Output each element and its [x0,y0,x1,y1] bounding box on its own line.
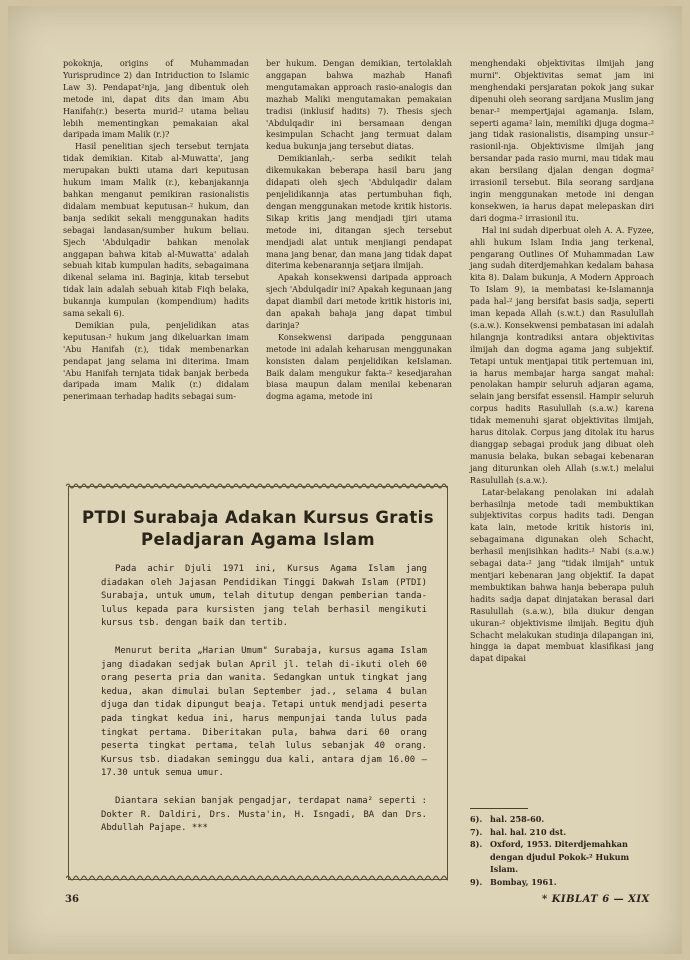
footnote-item: 6). hal. 258-60. [470,814,545,824]
announcement-paragraph: Diantara sekian banjak pengadjar, terdapat nama² seperti : Dokter R. Daldiri, Drs. Musta'in, H. Isngadi, BA dan Drs. Abdullah Pajape. *** [101,795,427,834]
announcement-paragraph: Pada achir Djuli 1971 ini, Kursus Agama Islam jang diadakan oleh Jajasan Pendidikan Tinggi Dakwah Islam (PTDI) Surabaja, untuk umum, telah ditutup dengan pemberian tanda-lulus kepada para kursisten jang telah berhasil mengikuti kursus tsb. dengan baik dan tertib. [101,564,427,629]
article-paragraph: menghendaki objektivitas ilmijah jang murni". Objektivitas semat jam ini menghendaki persjaratan pokok jang sukar dipenuhi oleh seorang sardjana Muslim jang benar-² mempertjajai agamanja. Islam, seperti agama² lain, memiliki djuga dogma-² jang tidak rasionalistis, disamping unsur-² rasionil-nja. Objektivisme ilmijah jang bersandar pada rasio murni, mau tidak mau akan bersilang djalan dengan dogma² irrasionil tersebut. Bila seorang sardjana ingin menggunakan metode ini dengan konsekwen, ia harus dapat melepaskan diri dari dogma-² irrasionil itu. [470,58,654,223]
article-paragraph: pokoknja, origins of Muhammadan Yurisprudince 2) dan Intriduction to Islamic Law 3). Pendapat²nja, jang dibentuk oleh metode ini, dapat dits dan imam Abu Hanifah(r.) beserta murid-² utama beliau lebih mementingkan pemakaian akal daripada imam Malik (r.)? [63,58,249,140]
text-column-1 [63,58,249,403]
announcement-title [69,507,447,551]
announcement-body [101,563,427,850]
footnote-item: 9). Bombay, 1961. [470,876,557,887]
footnote-rule [470,808,528,809]
article-paragraph: Latar-belakang penolakan ini adalah berhasilnja metode tadi membuktikan subjektivitas corpus hadits tadi. Dengan kata lain, metode kritik historis ini, sebagaimana digunakan oleh Schacht, berhasil menjisihkan hadits-² Nabi (s.a.w.) sebagai data-² jang "tidak ilmijah" untuk mentjari kebenaran jang objektif. Ia dapat membuktikan bahwa hanja beberapa puluh hadits sadja dapat dinjatakan berasal dari Rasulullah (s.a.w.), bila diukur dengan ukuran-² objektivisme ilmijah. Begitu djuh Schacht melakukan studinja dilapangan ini, hingga ia dapat membuat klasifikasi jang dapat dipakai [470,486,654,664]
article-paragraph: Hasil penelitian sjech tersebut ternjata tidak demikian. Kitab al-Muwatta', jang merupakan bukti utama dari keputusan hukum imam Malik (r.), kebanjakannja bahkan menganut pemikiran rasionalistis didalam membuat keputusan-² hukum, dan banja sedikit sekali menggunakan hadits sebagai landasan/sumber hukum beliau. Sjech 'Abdulqadir bahkan menolak anggapan bahwa kitab al-Muwatta' adalah sebuah kitab kumpulan hadits, sebagaimana dikenal selama ini. Baginja, kitab tersebut tidak lain adalah sebuah kitab Fiqh belaka, bukannja kumpulan (kompendium) hadits sama sekali 6). [63,141,249,319]
text-column-3 [470,58,654,665]
announcement-paragraph: Menurut berita „Harian Umum" Surabaja, kursus agama Islam jang diadakan sedjak bulan April jl. telah di-ikuti oleh 60 orang peserta pria dan wanita. Sedangkan untuk tingkat jang kedua, akan dimulai bulan September jad., selama 4 bulan djuga dan tidak dipungut beaja. Tetapi untuk mendjadi peserta pada tingkat kedua ini, harus mempunjai tanda lulus pada tingkat pertama. Diberitakan pula, bahwa dari 60 orang peserta tingkat pertama, telah lulus sebanjak 40 orang. Kursus tsb. diadakan seminggu dua kali, antara djam 16.00 — 17.30 untuk semua umur. [101,645,427,779]
article-paragraph: Demikian pula, penjelidikan atas keputusan-² hukum jang dikeluarkan imam 'Abu Hanifah (r.), tidak membenarkan pendapat jang selama ini diterima. Imam 'Abu Hanifah ternjata tidak banjak berbeda daripada imam Malik (r.) didalam penerimaan terhadap hadits sebagai sum- [63,319,249,402]
journal-issue: * KIBLAT 6 — XIX [542,894,650,905]
article-paragraph: Hal ini sudah diperbuat oleh A. A. Fyzee, ahli hukum Islam India jang terkenal, pengarang Outlines Of Muhammadan Law jang sudah diterdjemahkan kedalam bahasa kita 8). Dalam bukunja, A Modern Approach To Islam 9), ia membatasi ke-Islamannja pada hal-² jang bersifat basis sadja, seperti iman kepada Allah (s.w.t.) dan Rasulullah (s.a.w.). Konsekwensi pembatasan ini adalah hilangnja kontradiksi antara objektivitas ilmijah dan dogma agama jang subjektif. Tetapi untuk mentjapai titik pertemuan ini, ia harus membajar harga sangat mahal: penolakan hampir seluruh adjaran agama, selain jang bersifat essensil. Hampir seluruh corpus hadits Rasulullah (s.a.w.) karena tidak memenuhi sjarat objektivitas ilmijah, harus ditolak. Corpus jang ditolak itu harus dianggap sebagai produk jang dibuat oleh manusia belaka, bukan sebagai kebenaran jang diturunkan oleh Allah (s.w.t.) melalui Rasulullah (s.a.w.). [470,224,654,485]
article-paragraph: Konsekwensi daripada penggunaan metode ini adalah keharusan menggunakan konsisten dalam penjelidikan keIslaman. Baik dalam mengukur fakta-² kesedjarahan biasa maupun dalam menilai kebenaran dogma agama, metode ini [266,331,452,402]
article-paragraph: Demikianlah,- serba sedikit telah dikemukakan beberapa hasil baru jang didapati oleh sjech 'Abdulqadir dalam penjelidikannja atas pertumbuhan fiqh, dengan menggunakan metode kritik historis. Sikap kritis jang mendjadi tjiri utama metode ini, ditangan sjech tersebut mendjadi alat untuk menjiangi pendapat mana jang benar, dan mana jang tidak dapat diterima kebenarannja setjara ilmijah. [266,153,452,271]
article-paragraph: Apakah konsekwensi daripada approach sjech 'Abdulqadir ini? Apakah kegunaan jang dapat diambil dari metode kritik historis ini, dan apakah bahaja jang dapat timbul darinja? [266,272,452,330]
magazine-page [8,6,682,954]
announcement-title-line-2: Peladjaran Agama Islam [141,530,375,549]
footnotes [470,808,654,888]
announcement-box [68,486,448,880]
article-paragraph: ber hukum. Dengan demikian, tertolaklah anggapan bahwa mazhab Hanafi mengutamakan approach rasio-analogis dan mazhab Maliki mengutamakan pemakaian tradisi (inklusif hadits) 7). Thesis sjech 'Abdulqadir ini bersamaan dengan kesimpulan Schacht jang termuat dalam kedua bukunja jang tersebut diatas. [266,58,452,152]
page-number: 36 [65,894,79,905]
text-column-2 [266,58,452,403]
announcement-title-line-1: PTDI Surabaja Adakan Kursus Gratis [82,508,434,527]
footnote-item: 8). Oxford, 1953. Diterdjemahkan dengan djudul Pokok-² Hukum Islam. [470,839,630,874]
footnote-item: 7). hal. hal. 210 dst. [470,826,567,837]
